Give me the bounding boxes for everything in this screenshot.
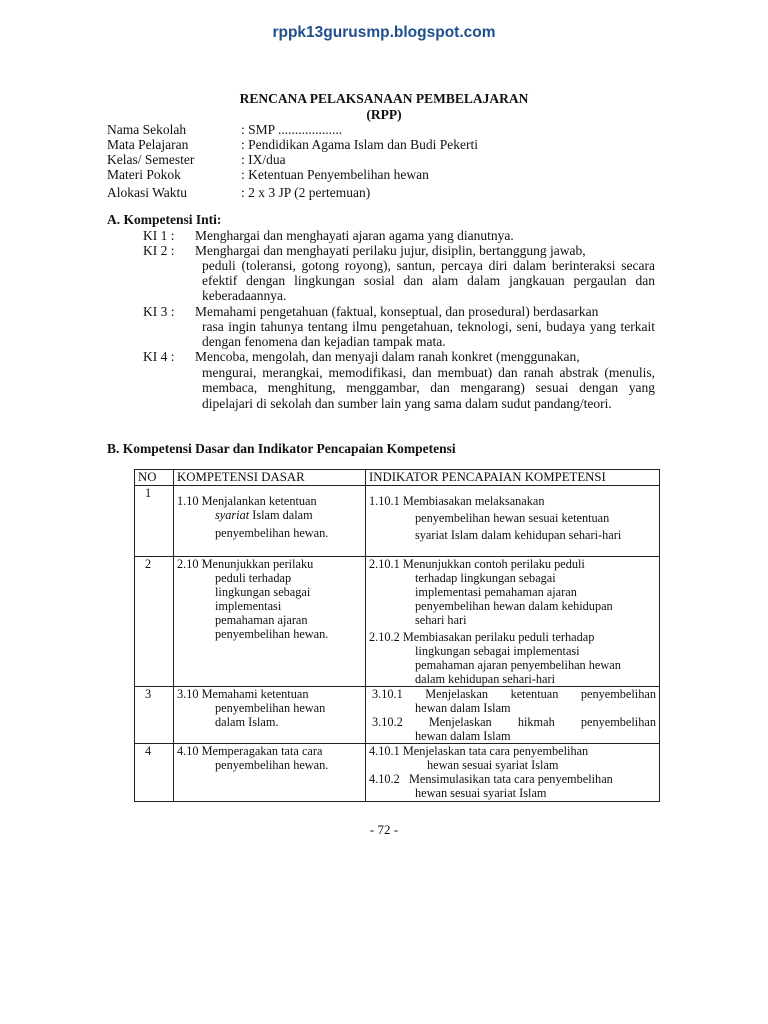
indicator-cell bbox=[366, 744, 660, 802]
meta-value: : 2 x 3 JP (2 pertemuan) bbox=[241, 185, 371, 200]
indicator-word: hikmah bbox=[517, 715, 555, 729]
ki-label: KI 4 : bbox=[143, 349, 175, 364]
ki-text-rest: mengurai, merangkai, memodifikasi, dan membuat) dan ranah abstrak (menulis, membaca, menghitung, menggambar, dan mengarang) sesuai dengan yang dipelajari di sekolah dan sumber lain yang sama dalam sudut pandang/teori. bbox=[202, 364, 655, 411]
kd-after-italic: Islam dalam bbox=[249, 508, 313, 522]
meta-value: : IX/dua bbox=[241, 152, 286, 167]
ki-text bbox=[195, 304, 655, 349]
table-header-row bbox=[135, 470, 660, 486]
meta-value: : SMP ................... bbox=[241, 122, 343, 137]
indicator-word: ketentuan bbox=[510, 687, 559, 701]
ki-text-first: Mencoba, mengolah, dan menyaji dalam ranah konkret (menggunakan, bbox=[195, 349, 580, 364]
section-a-heading: A. Kompetensi Inti: bbox=[107, 212, 222, 227]
ki-text-first: Menghargai dan menghayati ajaran agama yang dianutnya. bbox=[195, 228, 514, 243]
kd-cell bbox=[174, 744, 366, 802]
indicator-line: dalam kehidupan sehari-hari bbox=[415, 672, 555, 686]
section-b-heading: B. Kompetensi Dasar dan Indikator Pencapaian Kompetensi bbox=[107, 441, 456, 456]
page-number: - 72 - bbox=[369, 822, 399, 837]
kd-line: penyembelihan hewan. bbox=[215, 526, 329, 540]
row-number: 4 bbox=[135, 744, 174, 802]
indicator-cell bbox=[366, 557, 660, 687]
table-row bbox=[135, 744, 660, 802]
indicator-line bbox=[369, 687, 656, 701]
ki-label: KI 1 : bbox=[143, 228, 175, 243]
ki-text bbox=[195, 349, 655, 411]
table-row bbox=[135, 557, 660, 687]
ki-text-rest: peduli (toleransi, gotong royong), santun, percaya diri dalam berinteraksi secara efektif dengan lingkungan sosial dan alam dalam jangkauan pergaulan dan keberadaannya. bbox=[202, 258, 655, 303]
indicator-line: pemahaman ajaran penyembelihan hewan bbox=[415, 658, 621, 672]
meta-label: Alokasi Waktu bbox=[107, 185, 188, 200]
indicator-cell bbox=[366, 687, 660, 744]
ki-label: KI 2 : bbox=[143, 243, 175, 258]
indicator-code: 3.10.2 bbox=[372, 715, 403, 729]
indicator-line: 4.10.1 Menjelaskan tata cara penyembelihan bbox=[369, 744, 589, 758]
indicator-cell bbox=[366, 486, 660, 557]
kd-line: implementasi bbox=[215, 599, 282, 613]
ki-text-first: Memahami pengetahuan (faktual, konseptual, dan prosedural) berdasarkan bbox=[195, 304, 599, 319]
kd-line bbox=[177, 508, 362, 522]
kd-line: dalam Islam. bbox=[215, 715, 279, 729]
meta-label: Materi Pokok bbox=[107, 167, 181, 182]
meta-value: : Ketentuan Penyembelihan hewan bbox=[241, 167, 429, 182]
indicator-line bbox=[369, 715, 656, 729]
ki-text-first: Menghargai dan menghayati perilaku jujur, disiplin, bertanggung jawab, bbox=[195, 243, 586, 258]
blog-url-header: rppk13gurusmp.blogspot.com bbox=[272, 24, 496, 41]
kd-line: peduli terhadap bbox=[215, 571, 292, 585]
meta-label: Kelas/ Semester bbox=[107, 152, 195, 167]
ki-text-rest: rasa ingin tahunya tentang ilmu pengetahuan, teknologi, seni, budaya yang terkait dengan fenomena dan kejadian tampak mata. bbox=[202, 319, 655, 349]
document-title: RENCANA PELAKSANAAN PEMBELAJARAN bbox=[239, 91, 529, 106]
indicator-line: hewan sesuai syariat Islam bbox=[415, 786, 547, 800]
header-indicator: INDIKATOR PENCAPAIAN KOMPETENSI bbox=[366, 470, 660, 486]
meta-value: : Pendidikan Agama Islam dan Budi Pekerti bbox=[241, 137, 478, 152]
indicator-line: implementasi pemahaman ajaran bbox=[415, 585, 577, 599]
indicator-line: hewan sesuai syariat Islam bbox=[427, 758, 559, 772]
row-number: 1 bbox=[135, 486, 174, 557]
indicator-line: 1.10.1 Membiasakan melaksanakan bbox=[369, 494, 545, 508]
indicator-line: 4.10.2 Mensimulasikan tata cara penyembelihan bbox=[369, 772, 613, 786]
table-row bbox=[135, 486, 660, 557]
indicator-line: penyembelihan hewan dalam kehidupan bbox=[415, 599, 613, 613]
competency-table bbox=[134, 469, 660, 802]
ki-label: KI 3 : bbox=[143, 304, 175, 319]
kd-cell bbox=[174, 486, 366, 557]
kd-line: 3.10 Memahami ketentuan bbox=[177, 687, 309, 701]
kd-line: 2.10 Menunjukkan perilaku bbox=[177, 557, 314, 571]
kd-italic-word: syariat bbox=[215, 508, 250, 522]
kd-line: pemahaman ajaran bbox=[215, 613, 308, 627]
indicator-line: syariat Islam dalam kehidupan sehari-hari bbox=[415, 528, 622, 542]
kd-line: penyembelihan hewan. bbox=[215, 758, 329, 772]
row-number: 2 bbox=[135, 557, 174, 687]
indicator-word: penyembelihan bbox=[580, 715, 656, 729]
indicator-line: 2.10.2 Membiasakan perilaku peduli terhadap bbox=[369, 630, 595, 644]
indicator-line: terhadap lingkungan sebagai bbox=[415, 571, 556, 585]
ki-text bbox=[195, 228, 655, 243]
indicator-code: 3.10.1 bbox=[372, 687, 403, 701]
kd-line: 4.10 Memperagakan tata cara bbox=[177, 744, 323, 758]
indicator-line: lingkungan sebagai implementasi bbox=[415, 644, 580, 658]
indicator-line: hewan dalam Islam bbox=[415, 729, 511, 743]
kd-line: lingkungan sebagai bbox=[215, 585, 311, 599]
ki-text bbox=[195, 243, 655, 303]
indicator-word: Menjelaskan bbox=[428, 715, 492, 729]
meta-label: Nama Sekolah bbox=[107, 122, 187, 137]
kd-cell bbox=[174, 557, 366, 687]
meta-label: Mata Pelajaran bbox=[107, 137, 189, 152]
kd-line: penyembelihan hewan. bbox=[215, 627, 329, 641]
indicator-line: 2.10.1 Menunjukkan contoh perilaku peduli bbox=[369, 557, 585, 571]
document-subtitle: (RPP) bbox=[366, 107, 402, 122]
kd-cell bbox=[174, 687, 366, 744]
kd-line: 1.10 Menjalankan ketentuan bbox=[177, 494, 317, 508]
kd-line: penyembelihan hewan bbox=[215, 701, 326, 715]
indicator-word: Menjelaskan bbox=[425, 687, 489, 701]
indicator-line: penyembelihan hewan sesuai ketentuan bbox=[415, 511, 610, 525]
table-row bbox=[135, 687, 660, 744]
indicator-line: sehari hari bbox=[415, 613, 467, 627]
row-number: 3 bbox=[135, 687, 174, 744]
header-kd: KOMPETENSI DASAR bbox=[174, 470, 366, 486]
indicator-word: penyembelihan bbox=[580, 687, 656, 701]
header-no: NO bbox=[135, 470, 174, 486]
indicator-line: hewan dalam Islam bbox=[415, 701, 511, 715]
